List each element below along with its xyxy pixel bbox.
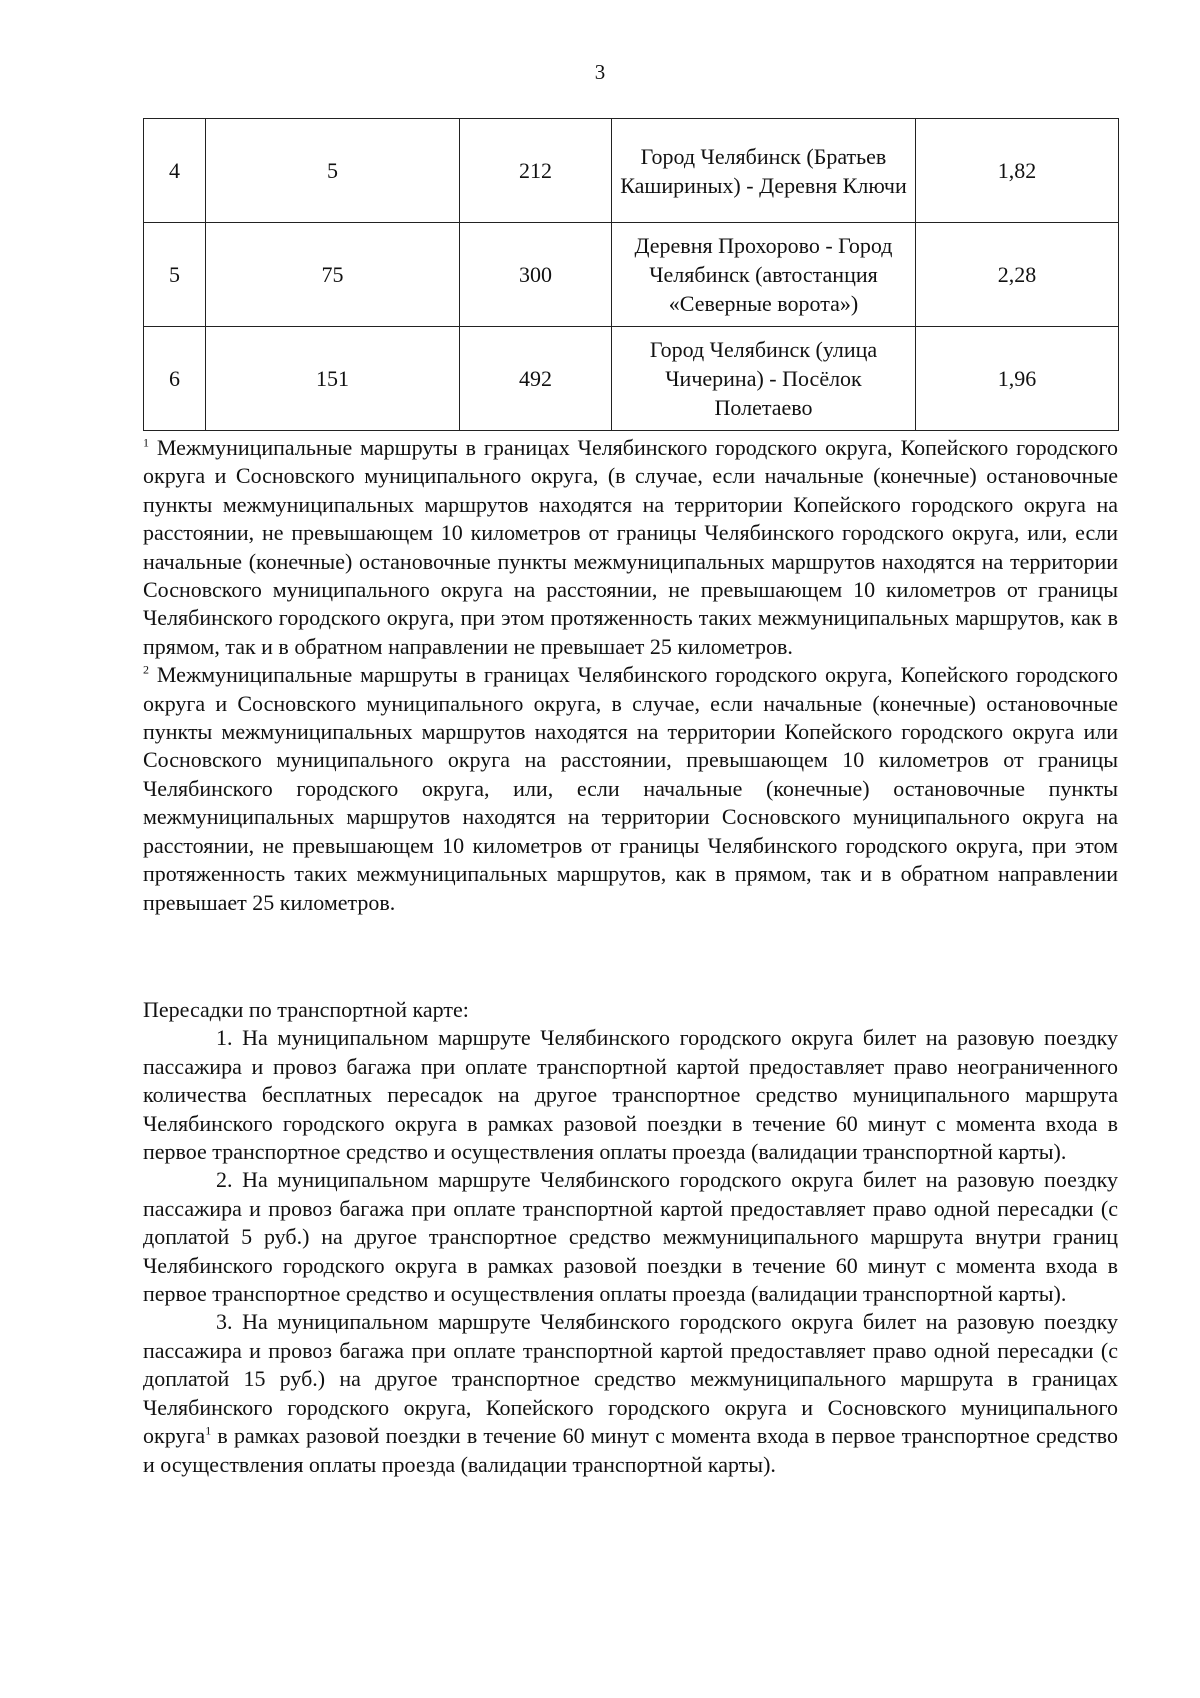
table-row xyxy=(144,119,1119,223)
transfer-item-3-footnote-mark: 1 xyxy=(205,1423,212,1438)
transfer-item-3-text-end: в рамках разовой поездки в течение 60 минут с момента входа в первое транспортное средство и осуществления оплаты проезда (валидации транспортной карты). xyxy=(143,1423,1118,1477)
footnote-2 xyxy=(143,661,1118,917)
transfer-item-1: 1. На муниципальном маршруте Челябинского городского округа билет на разовую поездку пассажира и провоз багажа при оплате транспортной картой предоставляет право неограниченного количества бесплатных пересадок на другое транспортное средство муниципального маршрута Челябинского городского округа в рамках разовой поездки в течение 60 минут с момента входа в первое транспортное средство и осуществления оплаты проезда (валидации транспортной карты). xyxy=(143,1025,1118,1165)
route-name-cell: Город Челябинск (улица Чичерина) - Посёлок Полетаево xyxy=(612,327,916,431)
table-row xyxy=(144,223,1119,327)
route-number-cell: 5 xyxy=(206,119,460,223)
transfer-item-2: 2. На муниципальном маршруте Челябинского городского округа билет на разовую поездку пассажира и провоз багажа при оплате транспортной картой предоставляет право одной пересадки (с доплатой 5 руб.) на другое транспортное средство межмуниципального маршрута внутри границ Челябинского городского округа в рамках разовой поездки в течение 60 минут с момента входа в первое транспортное средство и осуществления оплаты проезда (валидации транспортной карты). xyxy=(143,1167,1118,1307)
transfer-item-3-text-start: 3. На муниципальном маршруте Челябинского городского округа билет на разовую поездку пассажира и провоз багажа при оплате транспортной картой предоставляет право одной пересадки (с доплатой 15 руб.) на другое транспортное средство межмуниципального маршрута в границах Челябинского городского округа, Копейского городского округа и Сосновского муниципального округа xyxy=(143,1309,1118,1449)
transfer-item-3 xyxy=(143,1308,1118,1478)
footnote-1-text: Межмуниципальные маршруты в границах Челябинского городского округа, Копейского городского округа и Сосновского муниципального округа, (в случае, если начальные (конечные) остановочные пункты межмуниципальных маршрутов находятся на территории Копейского городского округа на расстоянии, не превышающем 10 километров от границы Челябинского городского округа, или, если начальные (конечные) остановочные пункты межмуниципальных маршрутов находятся на территории Сосновского муниципального округа на расстоянии, не превышающем 10 километров от границы Челябинского городского округа, при этом протяженность таких межмуниципальных маршрутов, как в прямом, так и в обратном направлении не превышает 25 километров. xyxy=(143,435,1119,659)
footnote-1-mark: 1 xyxy=(143,435,149,450)
transfers-section xyxy=(143,996,1118,1479)
page-number: 3 xyxy=(594,60,606,84)
registration-number-cell: 212 xyxy=(460,119,612,223)
footnote-2-mark: 2 xyxy=(143,662,149,677)
row-number-cell: 4 xyxy=(144,119,206,223)
coefficient-cell: 2,28 xyxy=(916,223,1119,327)
transfers-heading: Пересадки по транспортной карте: xyxy=(143,997,469,1022)
row-number-cell: 5 xyxy=(144,223,206,327)
route-number-cell: 151 xyxy=(206,327,460,431)
footnotes-section xyxy=(143,434,1118,917)
footnote-2-text: Межмуниципальные маршруты в границах Челябинского городского округа, Копейского городского округа и Сосновского муниципального округа, в случае, если начальные (конечные) остановочные пункты межмуниципальных маршрутов находятся на территории Копейского городского округа или Сосновского муниципального округа на расстоянии, превышающем 10 километров от границы Челябинского городского округа, или, если начальные (конечные) остановочные пункты межмуниципальных маршрутов находятся на территории Сосновского муниципального округа на расстоянии, не превышающем 10 километров от границы Челябинского городского округа, при этом протяженность таких межмуниципальных маршрутов, как в прямом, так и в обратном направлении превышает 25 километров. xyxy=(143,662,1119,915)
registration-number-cell: 492 xyxy=(460,327,612,431)
coefficient-cell: 1,82 xyxy=(916,119,1119,223)
routes-table xyxy=(143,118,1119,431)
coefficient-cell: 1,96 xyxy=(916,327,1119,431)
registration-number-cell: 300 xyxy=(460,223,612,327)
row-number-cell: 6 xyxy=(144,327,206,431)
route-name-cell: Деревня Прохорово - Город Челябинск (автостанция «Северные ворота») xyxy=(612,223,916,327)
route-name-cell: Город Челябинск (Братьев Кашириных) - Деревня Ключи xyxy=(612,119,916,223)
footnote-1 xyxy=(143,434,1118,661)
route-number-cell: 75 xyxy=(206,223,460,327)
table-row xyxy=(144,327,1119,431)
